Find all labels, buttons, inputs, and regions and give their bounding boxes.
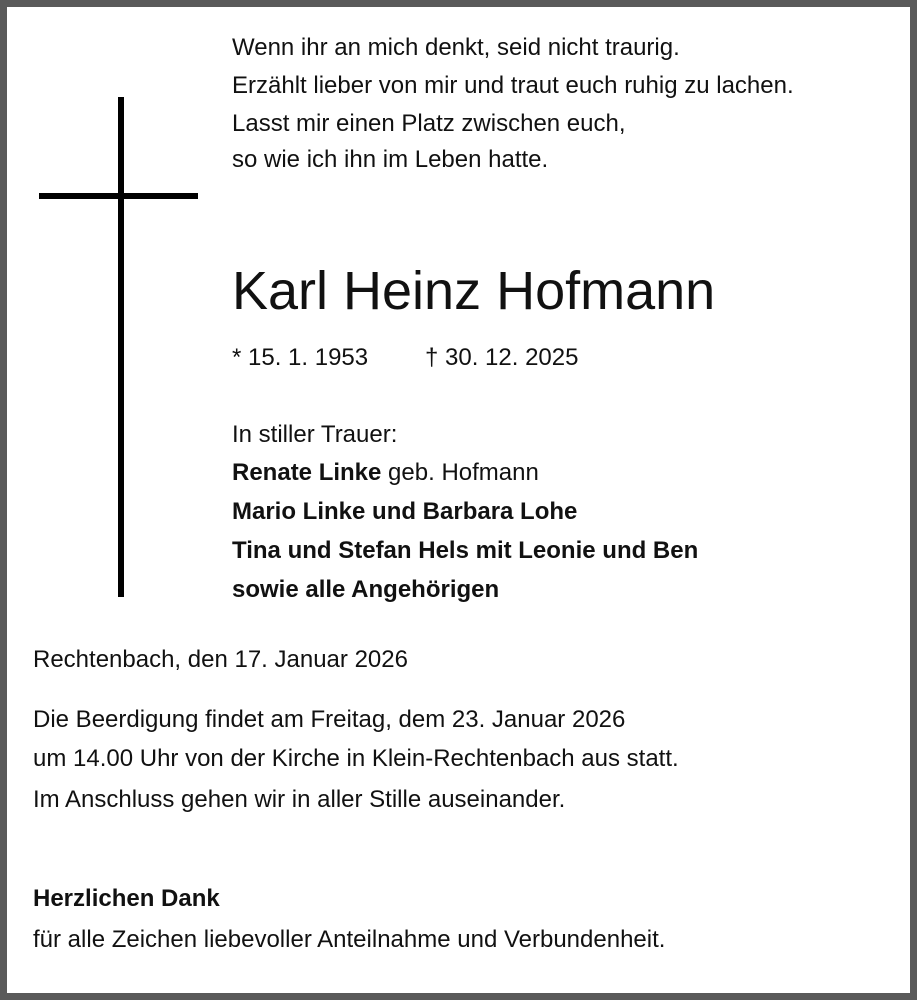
death-date: † 30. 12. 2025: [425, 344, 579, 371]
thanks-title: Herzlichen Dank: [33, 885, 220, 912]
poem-line: Erzählt lieber von mir und traut euch ruhig zu lachen.: [232, 72, 794, 99]
mourner-line: Tina und Stefan Hels mit Leonie und Ben: [232, 537, 699, 564]
poem-line: Lasst mir einen Platz zwischen euch,: [232, 110, 626, 137]
deceased-name: Karl Heinz Hofmann: [232, 261, 716, 321]
poem-line: Wenn ihr an mich denkt, seid nicht traurig.: [232, 34, 680, 61]
poem-line: so wie ich ihn im Leben hatte.: [232, 146, 549, 173]
cross-icon: [118, 97, 124, 597]
mourner-name: Renate Linke: [232, 459, 382, 486]
birth-date: * 15. 1. 1953: [232, 344, 369, 371]
mourner-line: sowie alle Angehörigen: [232, 576, 500, 603]
cross-icon-bar: [39, 193, 198, 199]
mourner-line: [232, 458, 539, 488]
mourner-suffix: geb. Hofmann: [381, 459, 539, 486]
funeral-line: Im Anschluss gehen wir in aller Stille auseinander.: [33, 786, 566, 813]
thanks-text: für alle Zeichen liebevoller Anteilnahme und Verbundenheit.: [33, 926, 666, 953]
mourners-intro: In stiller Trauer:: [232, 421, 398, 448]
obituary-notice: [7, 7, 910, 993]
funeral-line: um 14.00 Uhr von der Kirche in Klein-Rechtenbach aus statt.: [33, 745, 679, 772]
mourner-line: Mario Linke und Barbara Lohe: [232, 498, 578, 525]
place-date: Rechtenbach, den 17. Januar 2026: [33, 646, 408, 673]
funeral-line: Die Beerdigung findet am Freitag, dem 23. Januar 2026: [33, 706, 626, 733]
